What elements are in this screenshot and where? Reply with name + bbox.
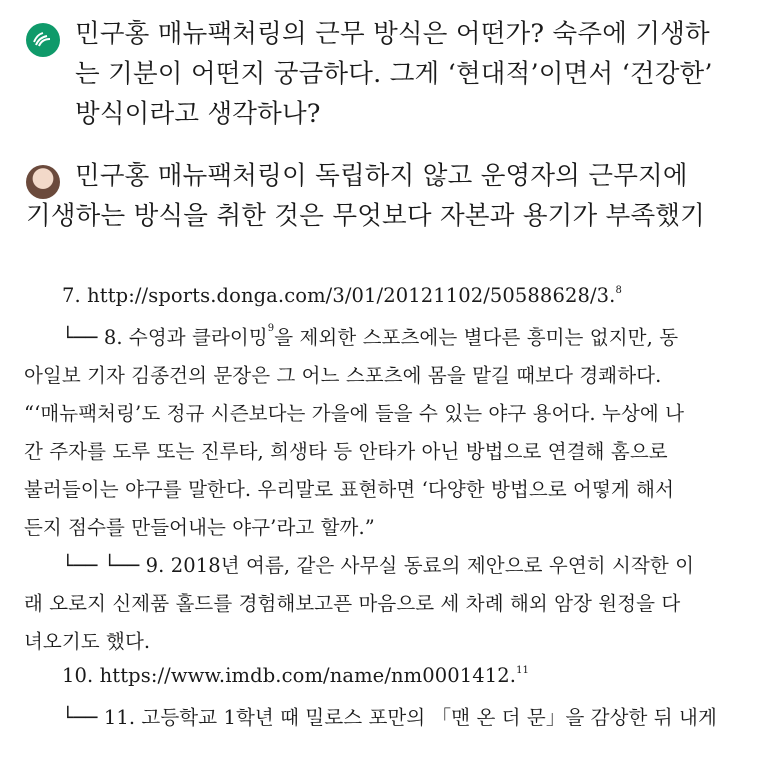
question-line-1: 민구홍 매뉴팩처링의 근무 방식은 어떤가? 숙주에 기생하 bbox=[75, 19, 710, 49]
footnote-ref: 11 bbox=[516, 665, 530, 676]
answer-line-1: 민구홍 매뉴팩처링이 독립하지 않고 운영자의 근무지에 bbox=[75, 161, 688, 191]
footnote-line: 녀오기도 했다. bbox=[24, 630, 151, 653]
answer-block bbox=[26, 161, 756, 244]
footnote-10-text: 10. https://www.imdb.com/name/nm0001412. bbox=[62, 664, 517, 687]
footnote-8-text-cont: 을 제외한 스포츠에는 별다른 흥미는 없지만, 동 bbox=[274, 326, 679, 349]
footnote-7-text: 7. http://sports.donga.com/3/01/20121102/50588628/3. bbox=[62, 284, 616, 307]
footnote-line: 래 오로지 신제품 홀드를 경험해보고픈 마음으로 세 차례 해외 암장 원정을 다 bbox=[24, 592, 681, 615]
answer-line-2: 기생하는 방식을 취한 것은 무엇보다 자본과 용기가 부족했기 bbox=[26, 201, 705, 231]
footnote-line: 든지 점수를 만들어내는 야구’라고 할까.” bbox=[24, 516, 375, 539]
footnote-11: └── 11. 고등학교 1학년 때 밀로스 포만의 「맨 온 더 문」을 감상한 뒤 내게 bbox=[62, 706, 717, 729]
footnote-9: └── └── 9. 2018년 여름, 같은 사무실 동료의 제안으로 우연히 시작한 이 bbox=[62, 554, 695, 577]
footnote-line: 불러들이는 야구를 말한다. 우리말로 표현하면 ‘다양한 방법으로 어떻게 해서 bbox=[24, 478, 675, 501]
footnote-line: 아일보 기자 김종건의 문장은 그 어느 스포츠에 몸을 맡길 때보다 경쾌하다. bbox=[24, 364, 662, 387]
portrait-photo-icon bbox=[26, 165, 60, 199]
footnote-ref: 8 bbox=[615, 285, 622, 296]
footnote-8 bbox=[24, 322, 746, 360]
footnote-7 bbox=[24, 284, 746, 322]
question-line-2: 는 기분이 어떤지 궁금하다. 그게 ‘현대적’이면서 ‘건강한’ bbox=[75, 59, 713, 89]
footnote-ref: 9 bbox=[267, 323, 275, 334]
footnote-8-text: └── 8. 수영과 클라이밍 bbox=[62, 326, 268, 349]
footnotes bbox=[24, 284, 746, 740]
question-line-3: 방식이라고 생각하나? bbox=[75, 99, 321, 129]
question-block bbox=[26, 19, 756, 142]
footnote-line: 간 주자를 도루 또는 진루타, 희생타 등 안타가 아닌 방법으로 연결해 홈으로 bbox=[24, 440, 668, 463]
footnote-line: “‘매뉴팩처링’도 정규 시즌보다는 가을에 들을 수 있는 야구 용어다. 누상에 나 bbox=[24, 402, 685, 425]
leaf-logo-icon bbox=[26, 23, 60, 57]
footnote-10 bbox=[24, 664, 746, 702]
